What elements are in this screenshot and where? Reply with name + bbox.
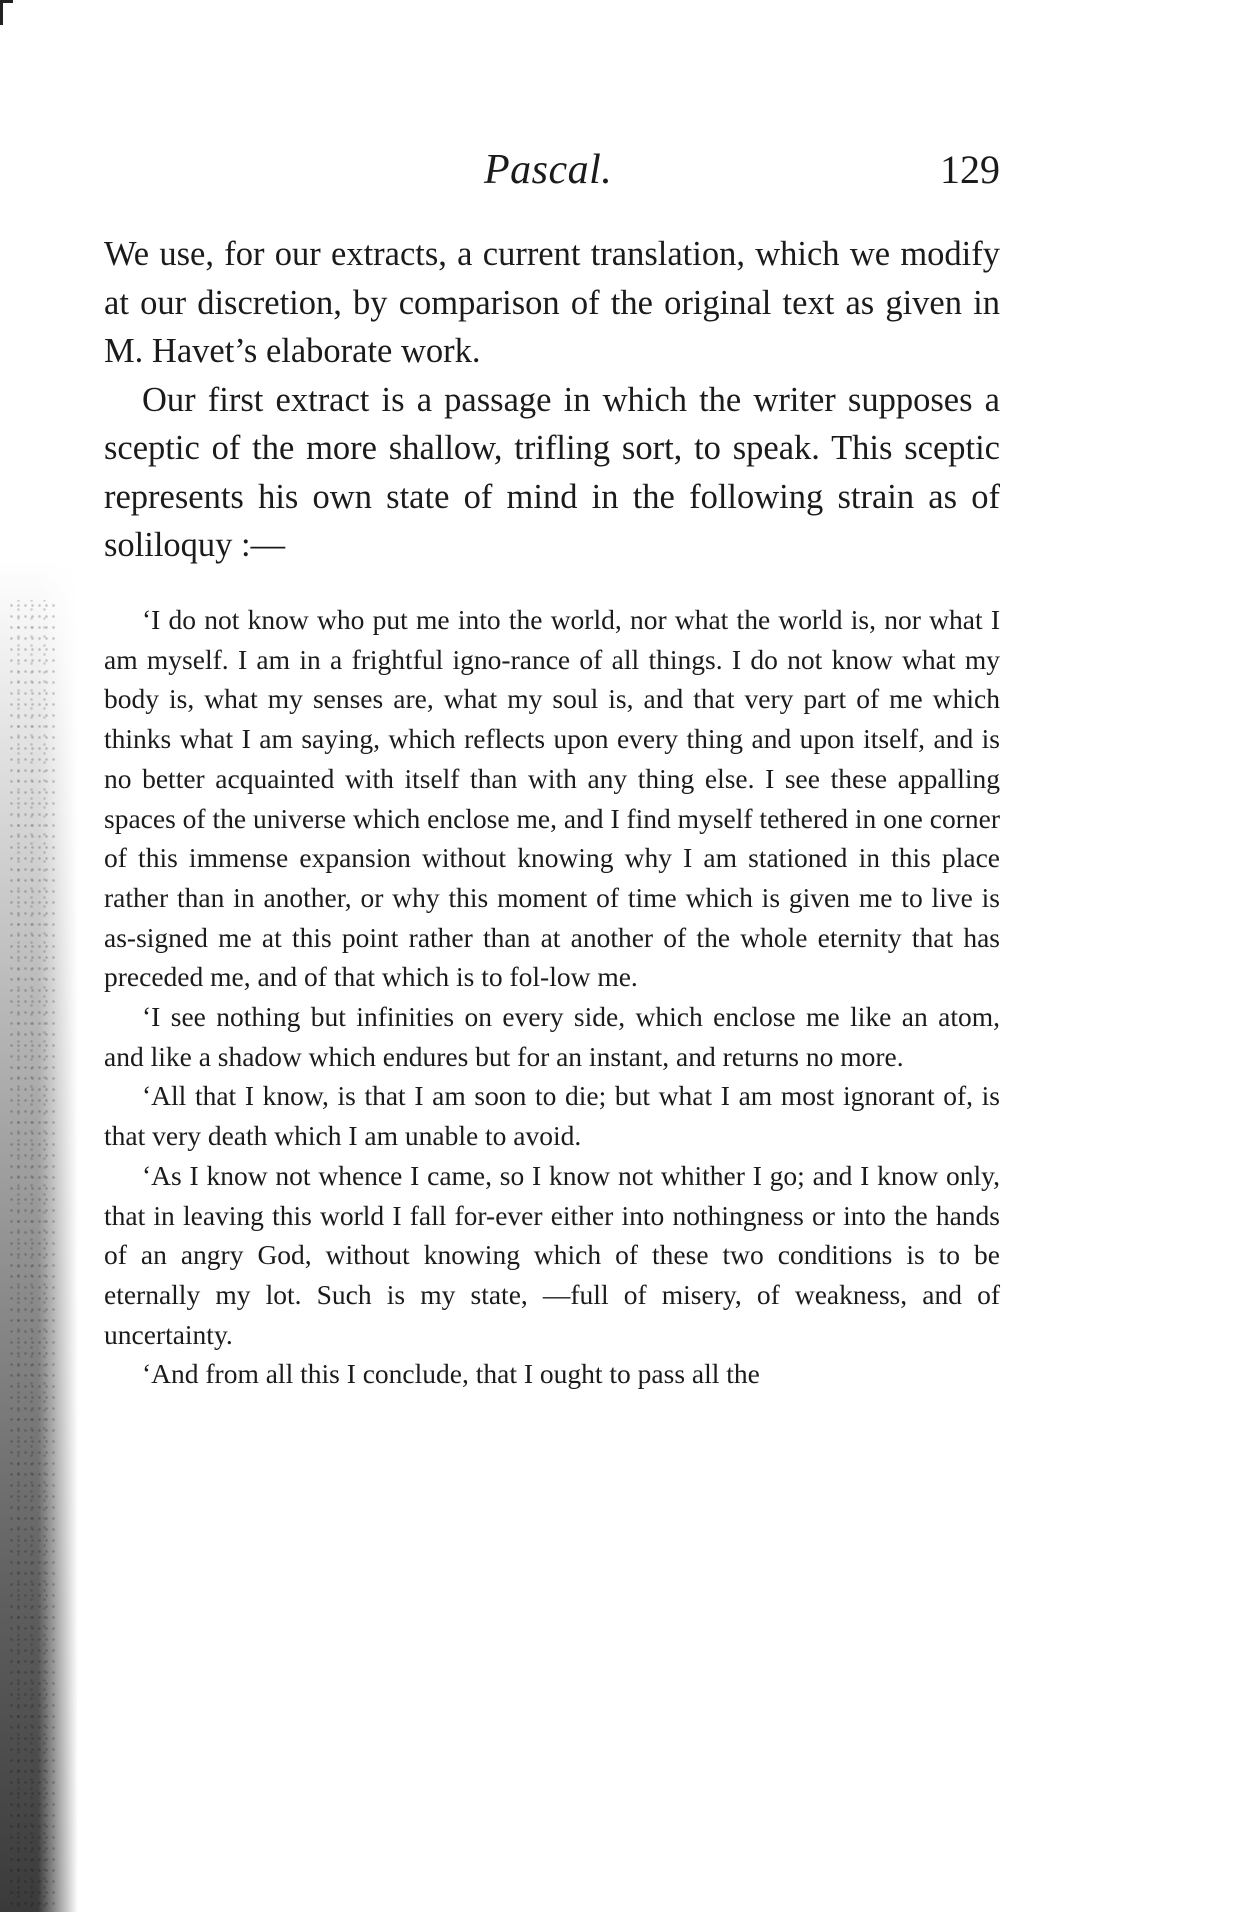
quote-paragraph: ‘I do not know who put me into the world, nor what the world is, nor what I am myself. I am in a frightful igno-rance of all things. I do not know what my body is, what my senses are, what my soul is, and that very part of me which thinks what I am saying, which reflects upon every thing and upon itself, and is no better acquainted with itself than with any thing else. I see these appalling spaces of the universe which enclose me, and I find myself tethered in one corner of this immense expansion without knowing why I am stationed in this place rather than in another, or why this moment of time which is given me to live is as-signed me at this point rather than at another of the whole eternity that has preceded me, and of that which is to fol-low me. [104,604,1000,993]
scan-noise [8,600,56,1912]
block-quote [104,600,1000,1394]
page-number: 129 [940,147,1000,192]
quote-paragraph: ‘All that I know, is that I am soon to die; but what I am most ignorant of, is that very death which I am unable to avoid. [104,1080,1000,1152]
quote-paragraph: ‘I see nothing but infinities on every side, which enclose me like an atom, and like a shadow which endures but for an instant, and returns no more. [104,1001,1000,1072]
body-paragraph: We use, for our extracts, a current translation, which we modify at our discretion, by comparison of the original text as given in M. Havet’s elaborate work. [104,235,1000,370]
running-header [104,146,1000,196]
quote-paragraph: ‘As I know not whence I came, so I know not whither I go; and I know only, that in leaving this world I fall for-ever either into nothingness or into the hands of an angry God, without knowing which of these two conditions is to be eternally my lot. Such is my state, —full of misery, of weakness, and of uncertainty. [104,1159,1000,1350]
body-text [104,230,1000,570]
running-title: Pascal. [484,147,613,193]
quote-paragraph: ‘And from all this I conclude, that I ought to pass all the [142,1358,760,1390]
body-paragraph: Our first extract is a passage in which the writer supposes a sceptic of the more shallow, trifling sort, to speak. This sceptic represents his own state of mind in the following strain as of soliloquy :— [104,380,1000,564]
corner-mark [0,0,13,25]
